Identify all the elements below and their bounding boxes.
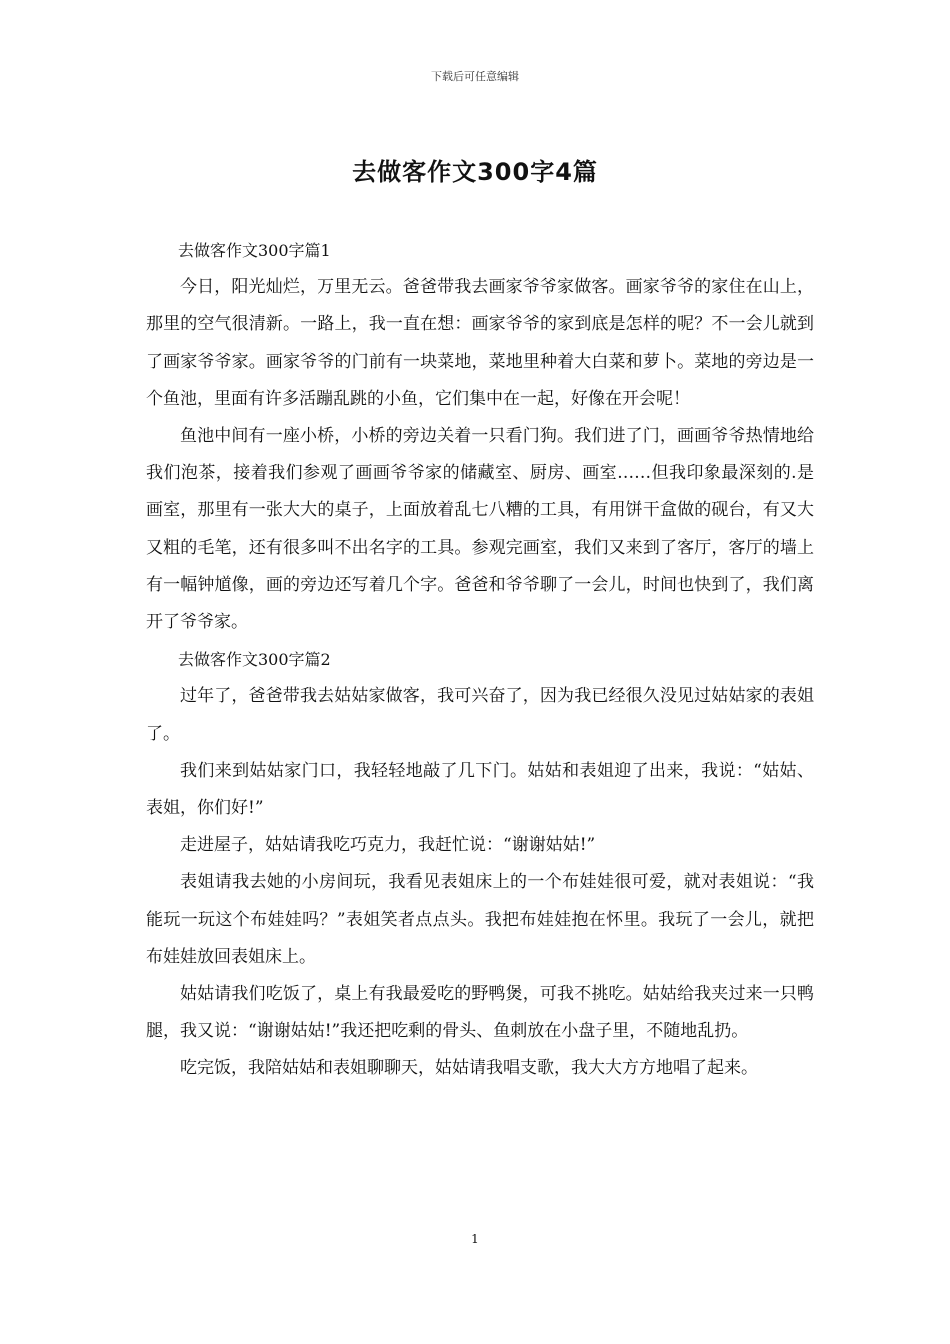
section-heading: 去做客作文300字篇2 xyxy=(178,650,331,670)
section-heading: 去做客作文300字篇1 xyxy=(178,241,331,260)
paragraph: 鱼池中间有一座小桥，小桥的旁边关着一只看门狗。我们进了门，画画爷爷热情地给我们泡茶，接着我们参观了画画爷爷家的储藏室、厨房、画室……但我印象最深刻的.是画室，那里有一张大大的桌子，上面放着乱七八糟的工具，有用饼干盒做的砚台，有又大又粗的毛笔，还有很多叫不出名字的工具。参观完画室，我们又来到了客厅，客厅的墙上有一幅钟馗像，画的旁边还写着几个字。爸爸和爷爷聊了一会儿，时间也快到了，我们离开了爷爷家。 xyxy=(146,426,814,633)
paragraph: 过年了，爸爸带我去姑姑家做客，我可兴奋了，因为我已经很久没见过姑姑家的表姐了。 xyxy=(146,686,814,744)
header-note: 下载后可任意编辑 xyxy=(431,70,519,83)
page-number: 1 xyxy=(471,1232,479,1246)
paragraph: 走进屋子，姑姑请我吃巧克力，我赶忙说：“谢谢姑姑!” xyxy=(180,835,596,856)
paragraph: 表姐请我去她的小房间玩，我看见表姐床上的一个布娃娃很可爱，就对表姐说：“我能玩一玩这个布娃娃吗？”表姐笑者点点头。我把布娃娃抱在怀里。我玩了一会儿，就把布娃娃放回表姐床上。 xyxy=(146,872,814,967)
paragraph: 我们来到姑姑家门口，我轻轻地敲了几下门。姑姑和表姐迎了出来，我说：“姑姑、表姐，你们好!” xyxy=(146,760,814,819)
paragraph: 姑姑请我们吃饭了，桌上有我最爱吃的野鸭煲，可我不挑吃。姑姑给我夹过来一只鸭腿，我又说：“谢谢姑姑!”我还把吃剩的骨头、鱼刺放在小盘子里，不随地乱扔。 xyxy=(146,984,814,1042)
paragraph: 今日，阳光灿烂，万里无云。爸爸带我去画家爷爷家做客。画家爷爷的家住在山上，那里的空气很清新。一路上，我一直在想：画家爷爷的家到底是怎样的呢？不一会儿就到了画家爷爷家。画家爷爷的门前有一块菜地，菜地里种着大白菜和萝卜。菜地的旁边是一个鱼池，里面有许多活蹦乱跳的小鱼，它们集中在一起，好像在开会呢！ xyxy=(146,277,814,409)
document-title: 去做客作文300字4篇 xyxy=(352,158,598,186)
paragraph: 吃完饭，我陪姑姑和表姐聊聊天，姑姑请我唱支歌，我大大方方地唱了起来。 xyxy=(180,1058,758,1079)
document-body xyxy=(146,232,814,1088)
